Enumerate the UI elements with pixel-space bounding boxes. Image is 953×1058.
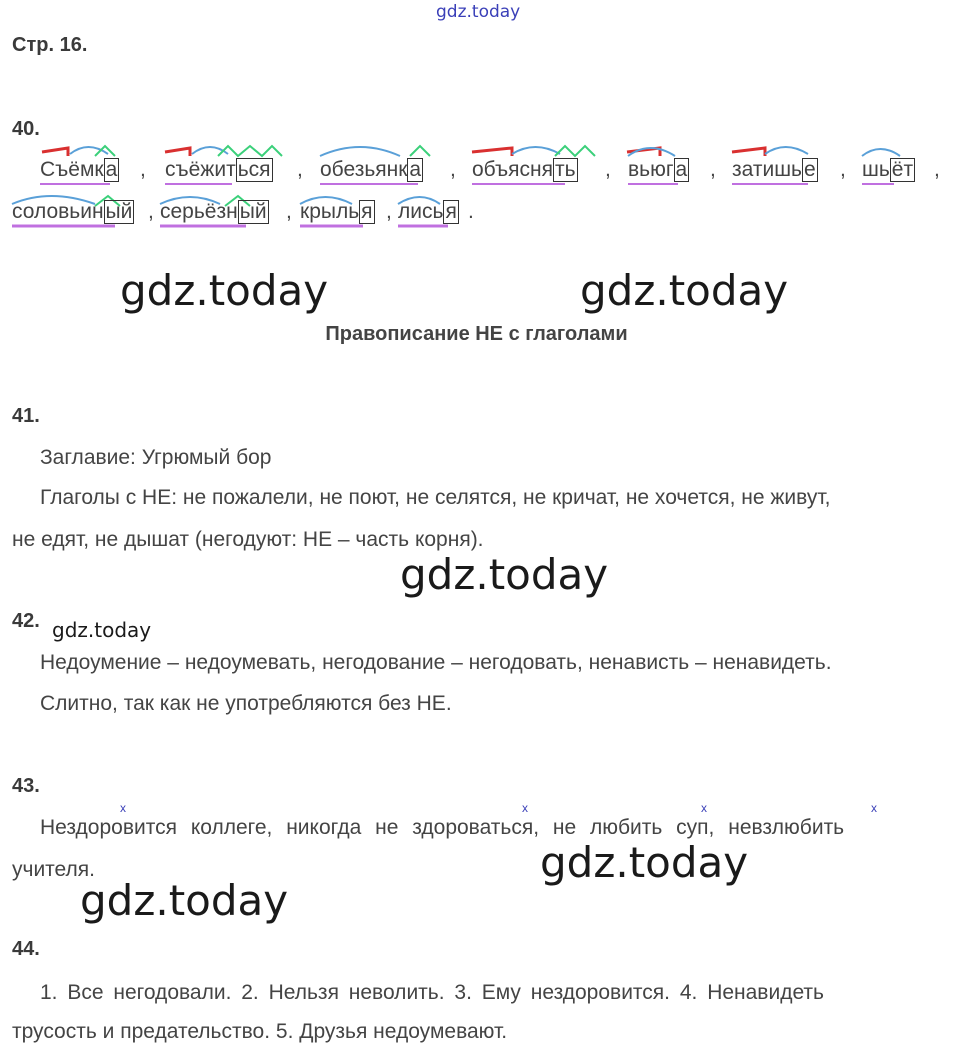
morph-word: вьюга [628,158,688,181]
exercise-41-number: 41. [12,405,40,427]
section-title: Правописание НЕ с глаголами [325,323,628,345]
ex41-line: Заглавие: Угрюмый бор [40,446,272,469]
ex43-line: Нездоровится коллеге, никогда не здороваться, не любить суп, невзлюбить [40,816,845,839]
watermark: gdz.today [80,876,289,925]
watermark: gdz.today [52,618,152,642]
ex43-line: учителя. [12,858,95,881]
watermark: gdz.today [580,266,789,315]
morpheme-marks [0,0,953,240]
morph-word: шьёт [862,158,914,181]
morph-word: обезьянка [320,158,422,181]
stress-mark: x [871,801,877,815]
stress-mark: x [701,801,707,815]
exercise-44-number: 44. [12,938,40,960]
watermark: gdz.today [120,266,329,315]
morph-word: затишье [732,158,816,181]
morph-word: крылья [300,200,373,223]
morph-word: серьёзный [160,200,267,223]
morph-word: лисья [398,200,457,223]
watermark-top: gdz.today [436,2,521,22]
ex41-line: Глаголы с НЕ: не пожалели, не поют, не селятся, не кричат, не хочется, не живут, [40,486,831,509]
watermark: gdz.today [540,838,749,887]
exercise-40-number: 40. [12,118,40,140]
ex44-line: 1. Все негодовали. 2. Нельзя неволить. 3. Ему нездоровится. 4. Ненавидеть [40,981,824,1004]
watermark: gdz.today [400,550,609,599]
morph-word: соловьиный [12,200,133,223]
stress-mark: x [120,801,126,815]
exercise-42-number: 42. [12,610,40,632]
ex44-line: трусость и предательство. 5. Друзья недоумевают. [12,1020,508,1043]
exercise-43-number: 43. [12,775,40,797]
ex42-line: Недоумение – недоумевать, негодование – негодовать, ненависть – ненавидеть. [40,651,832,674]
ex42-line: Слитно, так как не употребляются без НЕ. [40,692,452,715]
morph-word: Съёмка [40,158,118,181]
morph-word: объяснять [472,158,576,181]
stress-mark: x [522,801,528,815]
page-header: Стр. 16. [12,34,88,56]
ex41-line: не едят, не дышат (негодуют: НЕ – часть корня). [12,528,484,551]
morph-word: съёжиться [165,158,271,181]
